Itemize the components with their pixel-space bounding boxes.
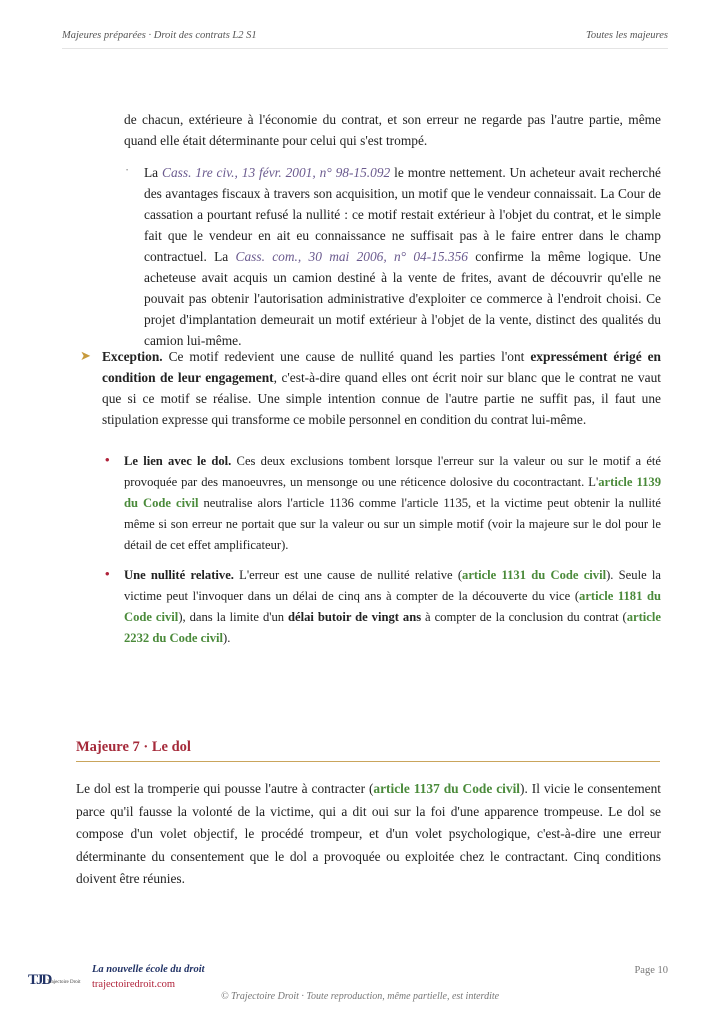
logo-name: Trajectoire Droit bbox=[47, 980, 81, 985]
case-law-paragraph: La Cass. 1re civ., 13 févr. 2001, n° 98-15.092 le montre nettement. Un acheteur avait recherché des avantages fiscaux à travers son acquisition, un motif que le vendeur connaissait. La Cour de cassation a pourtant refusé la nullité : ce motif restait extérieur à l'objet du contrat, et le simple fait que le vendeur en ait eu connaissance ne suffisait pas à le faire entrer dans le champ contractuel. La Cass. com., 30 mai 2006, n° 04-15.356 confirme la même logique. Une acheteuse avait acquis un camion destiné à la vente de frites, avant de découvrir qu'elle ne pouvait pas obtenir l'autorisation administrative d'exploiter ce commerce à l'endroit choisi. Ce projet d'implantation demeurait un motif extérieur à l'objet de la vente, distinct des qualités du camion lui-même. bbox=[144, 165, 661, 348]
exception-label: Exception. bbox=[102, 349, 163, 364]
article-1181-link[interactable]: article 1181 du Code civil bbox=[124, 589, 662, 624]
article-1131-link[interactable]: article 1131 du Code civil bbox=[462, 568, 607, 582]
bullet-dot-icon: • bbox=[105, 452, 110, 467]
exception-paragraph: Exception. Ce motif redevient une cause de nullité quand les parties l'ont expressément érigé en condition de leur engagement, c'est-à-dire quand elles ont écrit noir sur blanc que le contrat ne vaut que si ce motif se réalise. Une simple intention connue de l'autre partie ne suffit pas, il faut une stipulation expresse qui transforme ce mobile personnel en condition du contrat lui-même. bbox=[102, 349, 662, 427]
case-reference-2001[interactable]: Cass. 1re civ., 13 févr. 2001, n° 98-15.092 bbox=[162, 165, 391, 180]
relative-nullity-paragraph: Une nullité relative. L'erreur est une cause de nullité relative (article 1131 du Code civil). Seule la victime peut l'invoquer dans un délai de cinq ans à compter de la découverte du vice (article 1181 du Code civil), dans la limite d'un délai butoir de vingt ans à compter de la conclusion du contrat (article 2232 du Code civil). bbox=[124, 568, 662, 645]
footer-brand: La nouvelle école du droit bbox=[92, 964, 205, 975]
relative-nullity-label: Une nullité relative. bbox=[124, 568, 234, 582]
continuation-paragraph: de chacun, extérieure à l'économie du contrat, et son erreur ne regarde pas l'autre partie, même quand elle était déterminante pour celui qui s'est trompé. bbox=[124, 112, 661, 148]
section-divider bbox=[76, 761, 660, 762]
dol-link-paragraph: Le lien avec le dol. Ces deux exclusions tombent lorsque l'erreur sur la valeur ou sur le motif a été provoquée par des manoeuvres, un mensonge ou une réticence dolosive du cocontractant. L'article 1139 du Code civil neutralise alors l'article 1136 comme l'article 1135, et la victime peut obtenir la nullité même si son erreur ne portait que sur la valeur ou sur un simple motif (voir la majeure sur le dol pour le détail de cet effet amplificateur). bbox=[124, 454, 661, 552]
arrow-bullet-icon: ➤ bbox=[80, 348, 91, 363]
case-reference-2006[interactable]: Cass. com., 30 mai 2006, n° 04-15.356 bbox=[235, 249, 468, 264]
logo-mark: TJD bbox=[28, 972, 51, 988]
article-1139-link[interactable]: article 1139 du Code civil bbox=[124, 475, 661, 510]
article-2232-link[interactable]: article 2232 du Code civil bbox=[124, 610, 661, 645]
dol-intro-paragraph: Le dol est la tromperie qui pousse l'autre à contracter (article 1137 du Code civil). Il vicie le consentement parce qu'il fausse la volonté de la victime, qui a dit oui sur la foi d'une apparence trompeuse. Le dol se compose d'un volet objectif, le procédé trompeur, et d'un volet psychologique, c'est-à-dire une erreur déterminante du consentement que le dol a provoquée ou exploitée chez le contractant. Cinq conditions doivent être réunies. bbox=[76, 781, 662, 886]
page-number: Page 10 bbox=[634, 965, 668, 976]
dol-link-label: Le lien avec le dol. bbox=[124, 454, 232, 468]
header-course-title: Majeures préparées · Droit des contrats L2 S1 bbox=[62, 30, 257, 41]
footer-url-link[interactable]: trajectoiredroit.com bbox=[92, 979, 176, 990]
header-section-title: Toutes les majeures bbox=[585, 30, 668, 41]
page-header bbox=[62, 30, 668, 49]
bullet-dot-icon: • bbox=[105, 566, 110, 581]
sub-bullet-marker: · bbox=[125, 163, 130, 177]
section-title: Majeure 7 · Le dol bbox=[76, 739, 191, 755]
article-1137-link[interactable]: article 1137 du Code civil bbox=[373, 781, 521, 796]
footer-copyright: © Trajectoire Droit · Toute reproduction, même partielle, est interdite bbox=[220, 991, 500, 1002]
